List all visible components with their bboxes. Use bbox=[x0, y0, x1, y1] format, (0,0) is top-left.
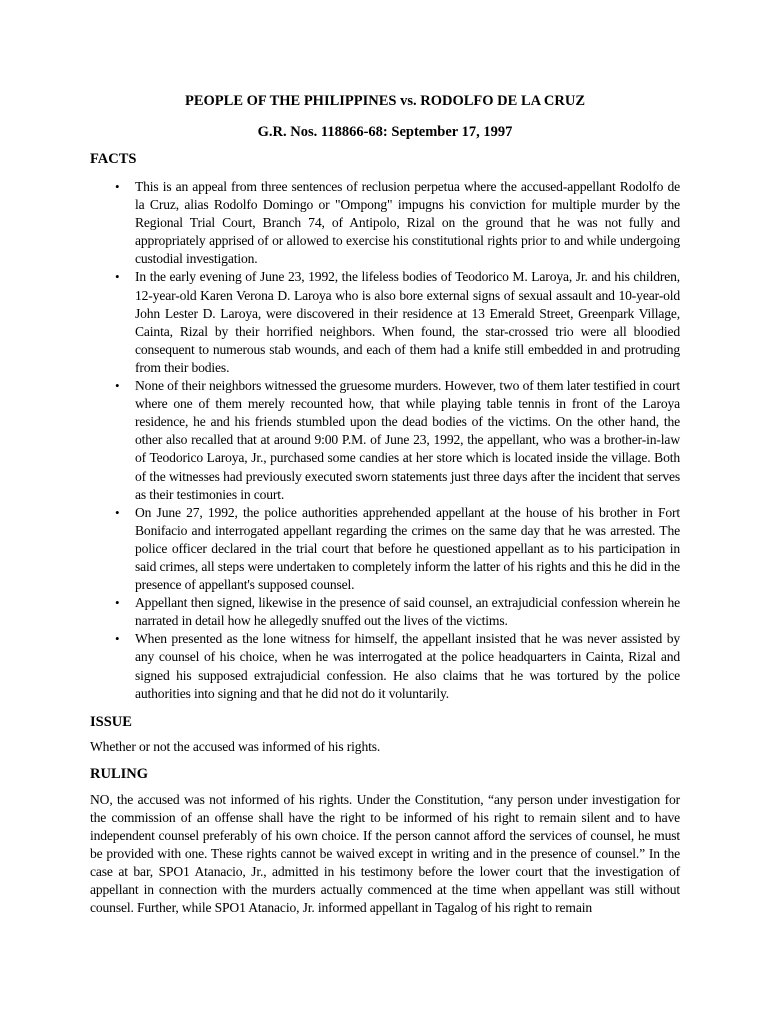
fact-text: In the early evening of June 23, 1992, the lifeless bodies of Teodorico M. Laroya, Jr. and his children, 12-year-old Karen Verona D. Laroya who is also bore external signs of sexual assault and 10-year-old John Lester D. Laroya, were discovered in their residence at 13 Emerald Street, Greenpark Village, Cainta, Rizal by their horrified neighbors. When found, the star-crossed trio were all bloodied consequent to numerous stab wounds, and each of them had a knife still embedded in and protruding from their bodies. bbox=[135, 269, 680, 375]
list-item bbox=[90, 504, 680, 594]
case-citation: G.R. Nos. 118866-68: September 17, 1997 bbox=[257, 124, 513, 140]
ruling-text: NO, the accused was not informed of his rights. Under the Constitution, “any person under investigation for the commission of an offense shall have the right to be informed of his right to remain silent and to have independent counsel preferably of his own choice. If the person cannot afford the services of counsel, he must be provided with one. These rights cannot be waived except in writing and in the presence of counsel.” In the case at bar, SPO1 Atanacio, Jr., admitted in his testimony before the lower court that the investigation of appellant in connection with the murders actually commenced at the time when appellant was still without counsel. Further, while SPO1 Atanacio, Jr. informed appellant in Tagalog of his right to remain bbox=[90, 791, 680, 916]
list-item bbox=[90, 594, 680, 630]
bullet-icon: • bbox=[115, 595, 120, 611]
issue-text: Whether or not the accused was informed of his rights. bbox=[90, 738, 381, 754]
list-item bbox=[90, 178, 680, 268]
list-item bbox=[90, 377, 680, 504]
bullet-icon: • bbox=[115, 378, 120, 394]
list-item bbox=[90, 268, 680, 377]
issue-heading: ISSUE bbox=[90, 713, 132, 730]
list-item bbox=[90, 630, 680, 702]
document-page bbox=[90, 92, 680, 917]
bullet-icon: • bbox=[115, 269, 120, 285]
bullet-icon: • bbox=[115, 179, 120, 194]
ruling-heading: RULING bbox=[90, 765, 149, 782]
facts-heading: FACTS bbox=[90, 151, 137, 167]
fact-text: None of their neighbors witnessed the gruesome murders. However, two of them later testified in court where one of them merely recounted how, that while playing table tennis in front of the Laroya residence, he and his friends stumbled upon the dead bodies of the victims. On the other hand, the other also recalled that at around 9:00 P.M. of June 23, 1992, the appellant, who was a brother-in-law of Teodorico Laroya, Jr., purchased some candies at her store which is located inside the village. Both of the witnesses had previously executed sworn statements just three days after the incident that serves as their testimonies in court. bbox=[135, 378, 680, 502]
fact-text: This is an appeal from three sentences of reclusion perpetua where the accused-appellant Rodolfo de la Cruz, alias Rodolfo Domingo or "Ompong" impugns his conviction for multiple murder by the Regional Trial Court, Branch 74, of Antipolo, Rizal on the ground that he was not fully and appropriately apprised of or allowed to exercise his constitutional rights prior to and while undergoing custodial investigation. bbox=[135, 179, 680, 267]
bullet-icon: • bbox=[115, 504, 120, 520]
bullet-icon: • bbox=[115, 631, 120, 647]
fact-text: When presented as the lone witness for himself, the appellant insisted that he was never assisted by any counsel of his choice, when he was interrogated at the police headquarters in Cainta, Rizal and signed his supposed extrajudicial confession. He also claims that he was tortured by the police authorities into signing and that he did not do it voluntarily. bbox=[135, 631, 680, 701]
case-title: PEOPLE OF THE PHILIPPINES vs. RODOLFO DE LA CRUZ bbox=[184, 93, 586, 109]
fact-text: Appellant then signed, likewise in the presence of said counsel, an extrajudicial confession wherein he narrated in detail how he allegedly snuffed out the lives of the victims. bbox=[135, 595, 680, 629]
facts-list bbox=[90, 178, 680, 703]
fact-text: On June 27, 1992, the police authorities apprehended appellant at the house of his brother in Fort Bonifacio and interrogated appellant regarding the crimes on the same day that he was arrested. The police officer declared in the trial court that before he questioned appellant as to his participation in said crimes, all steps were undertaken to completely inform the latter of his rights and this he did in the presence of appellant's supposed counsel. bbox=[135, 504, 680, 593]
